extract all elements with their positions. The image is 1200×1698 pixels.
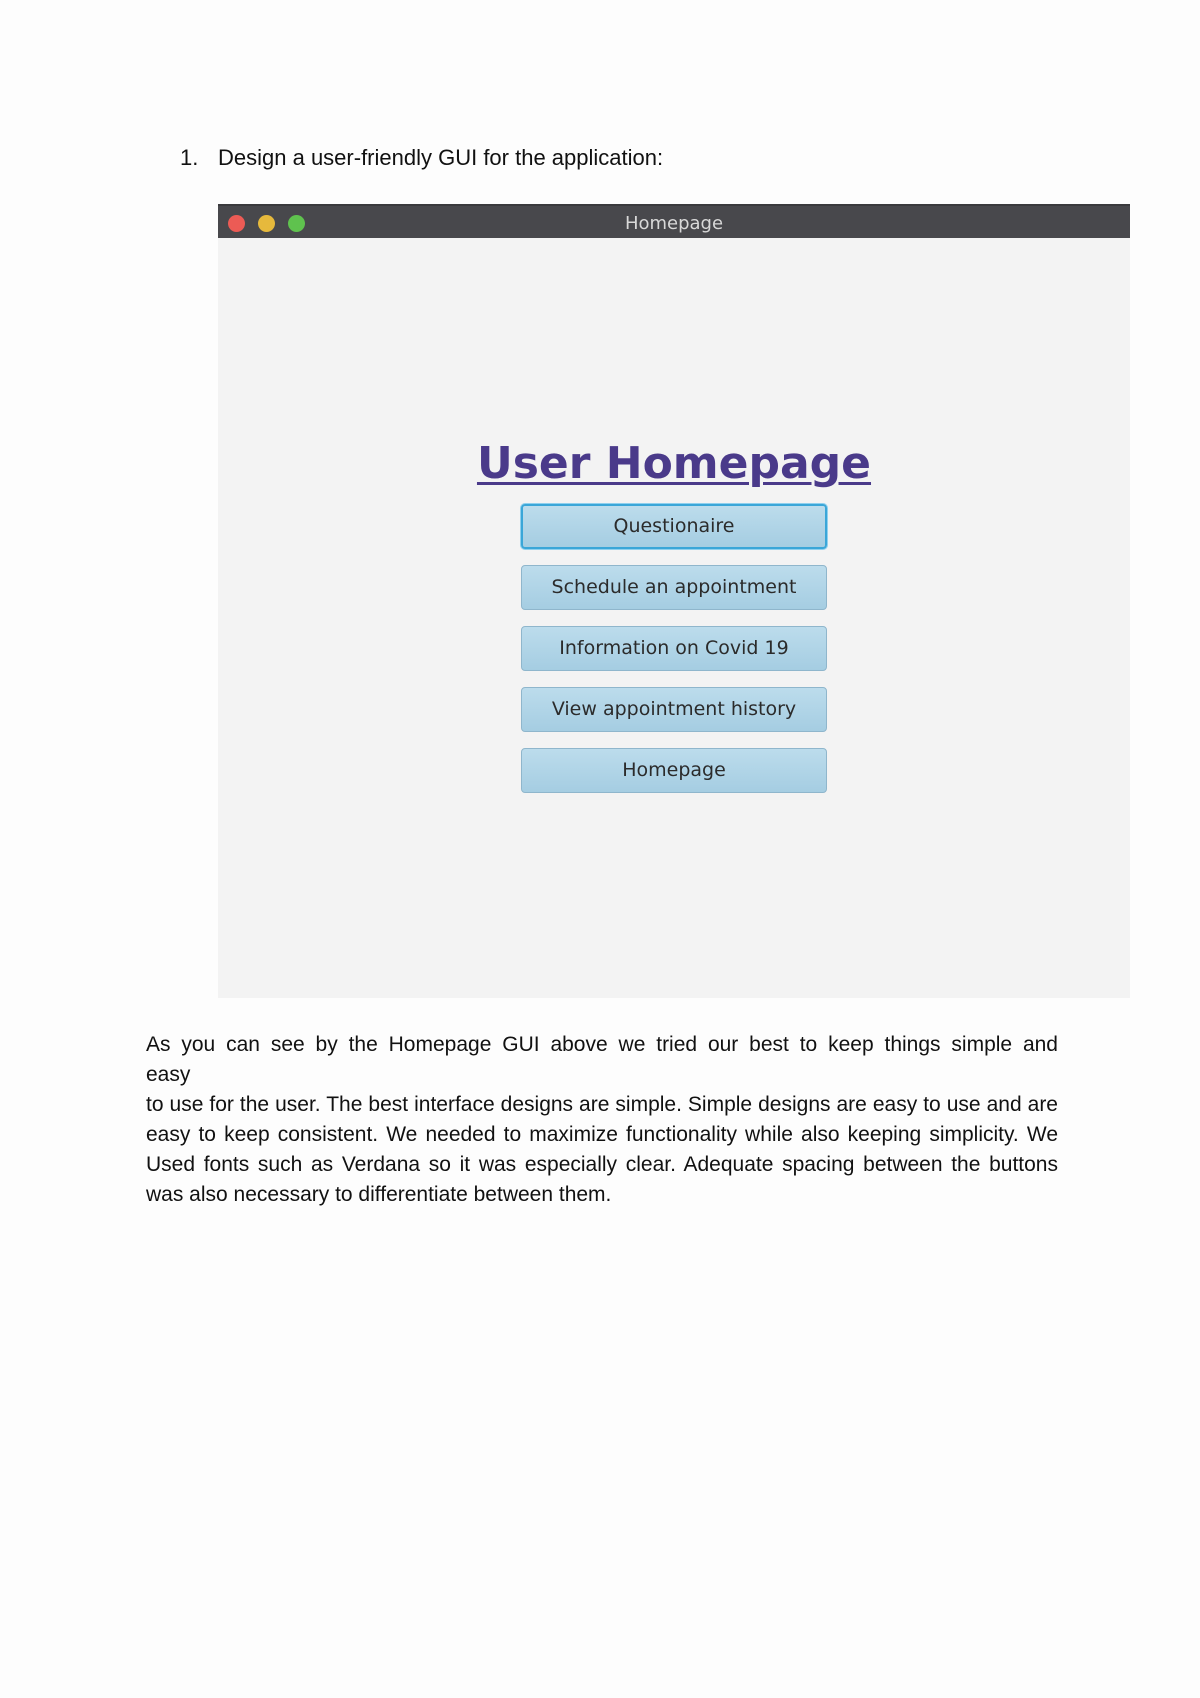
window-title: Homepage: [624, 213, 724, 234]
heading-text: Design a user-friendly GUI for the application:: [218, 145, 664, 170]
paragraph-line-2: easy: [146, 1063, 191, 1086]
questionaire-button[interactable]: Questionaire: [521, 504, 827, 549]
user-homepage-heading: User Homepage: [476, 438, 872, 489]
homepage-window-screenshot: [218, 204, 1130, 998]
heading-number: 1.: [180, 145, 199, 170]
appointment-history-button[interactable]: View appointment history: [521, 687, 827, 732]
schedule-appointment-button[interactable]: Schedule an appointment: [521, 565, 827, 610]
paragraph-line-1: As you can see by the Homepage GUI above we tried our best to keep things simple and: [146, 1033, 1058, 1056]
window-titlebar: [218, 204, 1130, 238]
covid-information-button[interactable]: Information on Covid 19: [521, 626, 827, 671]
paragraph-body: to use for the user. The best interface designs are simple. Simple designs are easy to use and are easy to keep consistent. We needed to maximize functionality while also keeping simplicity. We Used fonts such as Verdana so it was especially clear. Adequate spacing between the buttons was also necessary to differentiate between them.: [146, 1093, 1058, 1206]
homepage-button[interactable]: Homepage: [521, 748, 827, 793]
description-paragraph: [146, 1030, 1058, 1210]
section-heading: [180, 145, 663, 171]
